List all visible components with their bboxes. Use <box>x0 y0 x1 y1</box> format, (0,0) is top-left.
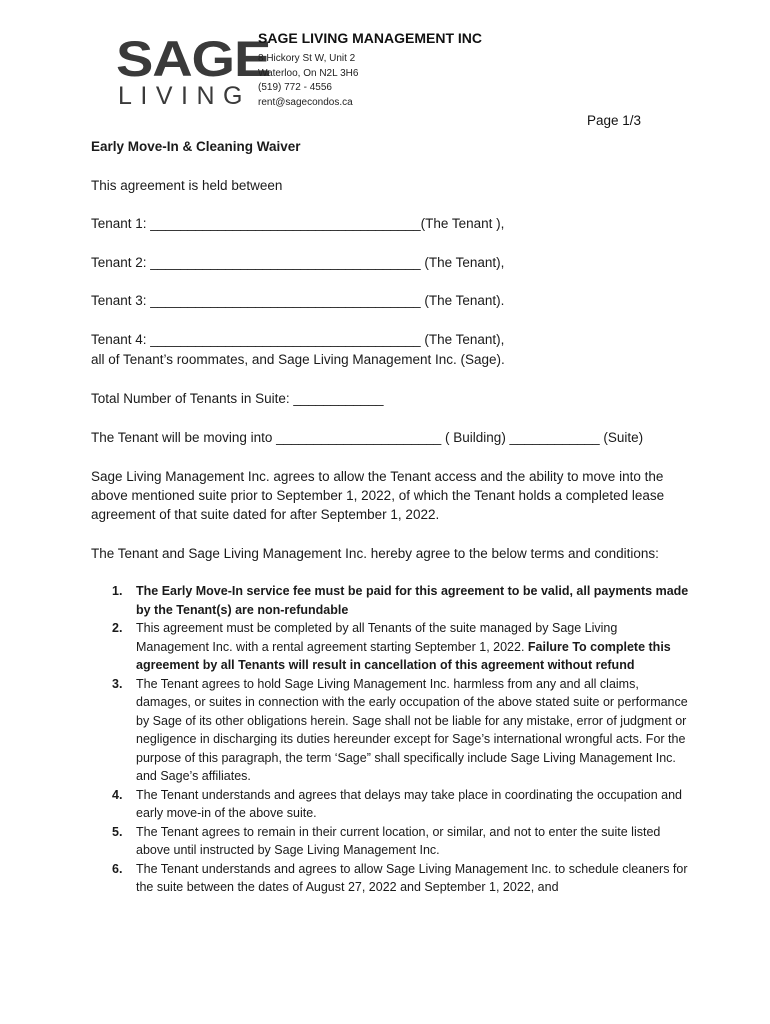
term-number: 6. <box>112 861 123 876</box>
sage-living-logo <box>116 31 271 110</box>
company-email: rent@sagecondos.ca <box>258 96 353 108</box>
term-item <box>91 786 691 823</box>
term-number: 2. <box>112 621 123 635</box>
company-header <box>258 30 482 110</box>
term-bold-text: Failure To complete this agreement by all Tenants will result in cancellation of this agreement without refund <box>136 639 671 672</box>
roommates-text: all of Tenant’s roommates, and Sage Living Management Inc. (Sage). <box>91 352 505 367</box>
term-text: The Tenant agrees to remain in their current location, or similar, and not to enter the suite listed above until instructed by Sage Living Management Inc. <box>136 824 661 857</box>
term-item <box>91 675 691 786</box>
term-item <box>91 582 691 619</box>
term-item <box>91 823 691 860</box>
page-number: Page 1/3 <box>587 113 642 128</box>
terms-intro: The Tenant and Sage Living Management Inc. hereby agree to the below terms and conditions: <box>91 546 659 561</box>
intro-text: This agreement is held between <box>91 178 283 193</box>
company-name: SAGE LIVING MANAGEMENT INC <box>258 30 483 46</box>
term-text: The Tenant understands and agrees that delays may take place in coordinating the occupation and early move-in of the above suite. <box>136 787 682 820</box>
company-phone: (519) 772 - 4556 <box>258 82 332 94</box>
company-address-line1: 8 Hickory St W, Unit 2 <box>258 53 356 64</box>
access-paragraph-line3: agreement of that suite dated for after September 1, 2022. <box>91 507 440 522</box>
access-paragraph-line2: above mentioned suite prior to September 1, 2022, of which the Tenant holds a completed lease <box>91 488 665 503</box>
terms-list <box>91 582 691 897</box>
term-bold-text: The Early Move-In service fee must be paid for this agreement to be valid, all payments made by the Tenant(s) are non-refundable <box>136 584 689 617</box>
logo-word-living: LIVING <box>118 82 251 110</box>
term-number: 1. <box>112 584 123 598</box>
term-item <box>91 619 691 675</box>
moving-into-line[interactable]: The Tenant will be moving into ______________________ ( Building) ____________ (Suite) <box>91 430 644 445</box>
term-text: This agreement must be completed by all Tenants of the suite managed by Sage Living Management Inc. with a rental agreement starting September 1, 2022. <box>136 621 618 654</box>
company-address-line2: Waterloo, On N2L 3H6 <box>258 67 359 79</box>
term-number: 4. <box>112 787 123 802</box>
term-text: The Tenant agrees to hold Sage Living Management Inc. harmless from any and all claims, damages, or suites in connection with the early occupation of the above stated suite or performance by Sage of its other obligations herein. Sage shall not be liable for any mistake, error of judgment or negligence in discharging its duties hereunder except for Sage’s international wrongful acts. For the purpose of this paragraph, the term ‘Sage” shall specifically include Sage Living Management Inc. and Sage’s affiliates. <box>136 676 688 783</box>
tenant-4-line[interactable]: Tenant 4: ____________________________________ (The Tenant), <box>91 332 505 347</box>
tenant-3-line[interactable]: Tenant 3: ____________________________________ (The Tenant). <box>91 293 505 308</box>
tenant-2-line[interactable]: Tenant 2: ____________________________________ (The Tenant), <box>91 255 505 270</box>
term-number: 3. <box>112 676 123 691</box>
access-paragraph-line1: Sage Living Management Inc. agrees to allow the Tenant access and the ability to move into the <box>91 469 664 484</box>
term-item <box>91 860 691 897</box>
tenant-1-line[interactable]: Tenant 1: ____________________________________(The Tenant ), <box>91 216 505 231</box>
term-number: 5. <box>112 824 123 839</box>
logo-word-sage: SAGE <box>116 31 271 87</box>
total-tenants-line[interactable]: Total Number of Tenants in Suite: ____________ <box>91 391 384 406</box>
document-title: Early Move-In & Cleaning Waiver <box>91 139 301 154</box>
term-text: The Tenant understands and agrees to allow Sage Living Management Inc. to schedule cleaners for the suite between the dates of August 27, 2022 and September 1, 2022, and <box>136 861 688 894</box>
